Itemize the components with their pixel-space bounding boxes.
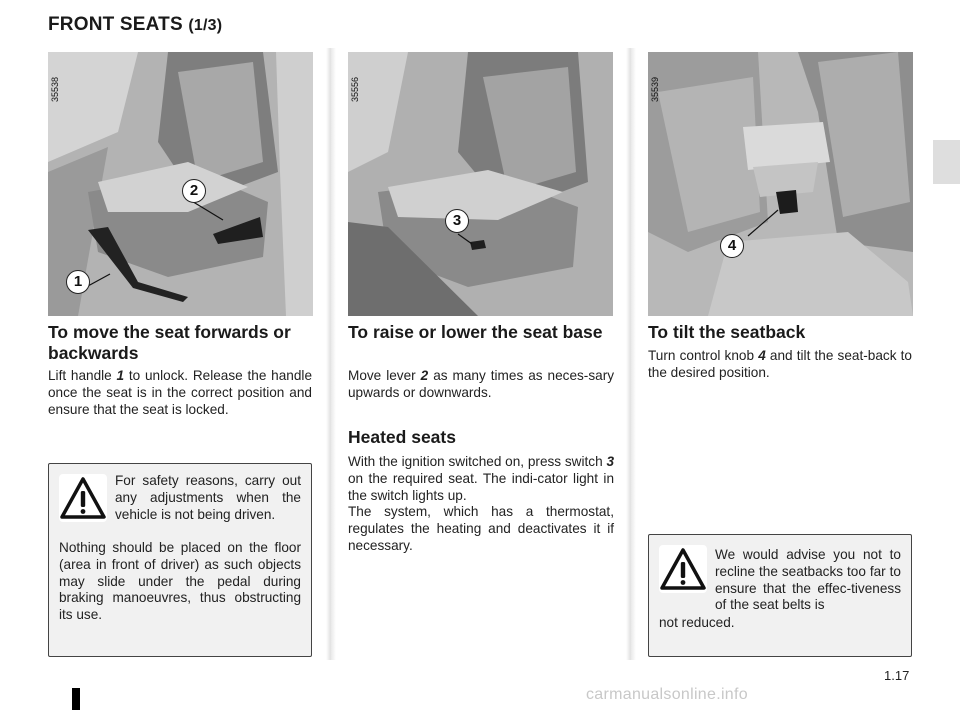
callout-label: 1 bbox=[66, 270, 90, 294]
page-title bbox=[48, 14, 222, 36]
photo-seat-slide bbox=[48, 52, 313, 316]
text-fragment: With the ignition switched on, press switch bbox=[348, 454, 603, 469]
warning-text: not reduced. bbox=[659, 615, 735, 630]
warning-text: We would advise you not to recline the seatbacks too far to ensure that the effec-tiveness of the seat belts is bbox=[715, 547, 901, 613]
text-fragment: Move lever bbox=[348, 368, 416, 383]
warning-triangle-icon bbox=[659, 545, 707, 593]
reference-number: 4 bbox=[758, 348, 766, 363]
reference-number: 2 bbox=[420, 368, 429, 383]
warning-box bbox=[48, 463, 312, 657]
section-text bbox=[348, 368, 614, 402]
section-text bbox=[648, 348, 912, 382]
page-title-text: FRONT SEATS bbox=[48, 14, 183, 35]
text-fragment: The system, which has a thermostat, regulates the heating and deactivates it if necessary. bbox=[348, 504, 614, 553]
warning-text: Nothing should be placed on the floor (area in front of driver) as such objects may slide under the pedal during braking manoeuvres, thus obstructing its use. bbox=[59, 540, 301, 623]
photo-code: 35539 bbox=[650, 76, 660, 102]
text-fragment: to unlock. Release the handle once the seat is in the correct position and ensure that the seat is locked. bbox=[48, 368, 313, 417]
watermark: carmanualsonline.info bbox=[586, 686, 748, 703]
section-heading: To raise or lower the seat base bbox=[348, 322, 603, 342]
callout-label: 3 bbox=[445, 209, 469, 233]
reference-number: 1 bbox=[116, 368, 125, 383]
section-heading-heated: Heated seats bbox=[348, 427, 456, 447]
warning-box bbox=[648, 534, 912, 657]
warning-text: For safety reasons, carry out any adjustments when the vehicle is not being driven. bbox=[115, 473, 301, 522]
text-fragment: and tilt the seat-back to the desired position. bbox=[648, 348, 912, 380]
photo-seat-height bbox=[348, 52, 613, 316]
footer-mark bbox=[72, 688, 80, 710]
callout-label: 4 bbox=[720, 234, 744, 258]
section-text bbox=[348, 454, 614, 555]
column-separator bbox=[326, 48, 336, 660]
page-part: (1/3) bbox=[188, 17, 223, 34]
section-heading: To tilt the seatback bbox=[648, 322, 806, 342]
text-fragment: Lift handle bbox=[48, 368, 112, 383]
text-fragment: Turn control knob bbox=[648, 348, 755, 363]
photo-code: 35556 bbox=[350, 76, 360, 102]
section-text bbox=[48, 368, 312, 418]
page-number: 1.17 bbox=[884, 668, 910, 683]
section-heading: To move the seat forwards or backwards bbox=[48, 322, 291, 363]
photo-seatback-tilt bbox=[648, 52, 913, 316]
photo-code: 35538 bbox=[50, 76, 60, 102]
text-fragment: on the required seat. The indi-cator light in the switch lights up. bbox=[348, 470, 614, 503]
column-separator bbox=[626, 48, 636, 660]
warning-triangle-icon bbox=[59, 474, 107, 522]
text-fragment: as many times as neces-sary upwards or downwards. bbox=[348, 368, 615, 400]
chapter-tab bbox=[933, 140, 960, 184]
reference-number: 3 bbox=[606, 454, 615, 469]
callout-label: 2 bbox=[182, 179, 206, 203]
